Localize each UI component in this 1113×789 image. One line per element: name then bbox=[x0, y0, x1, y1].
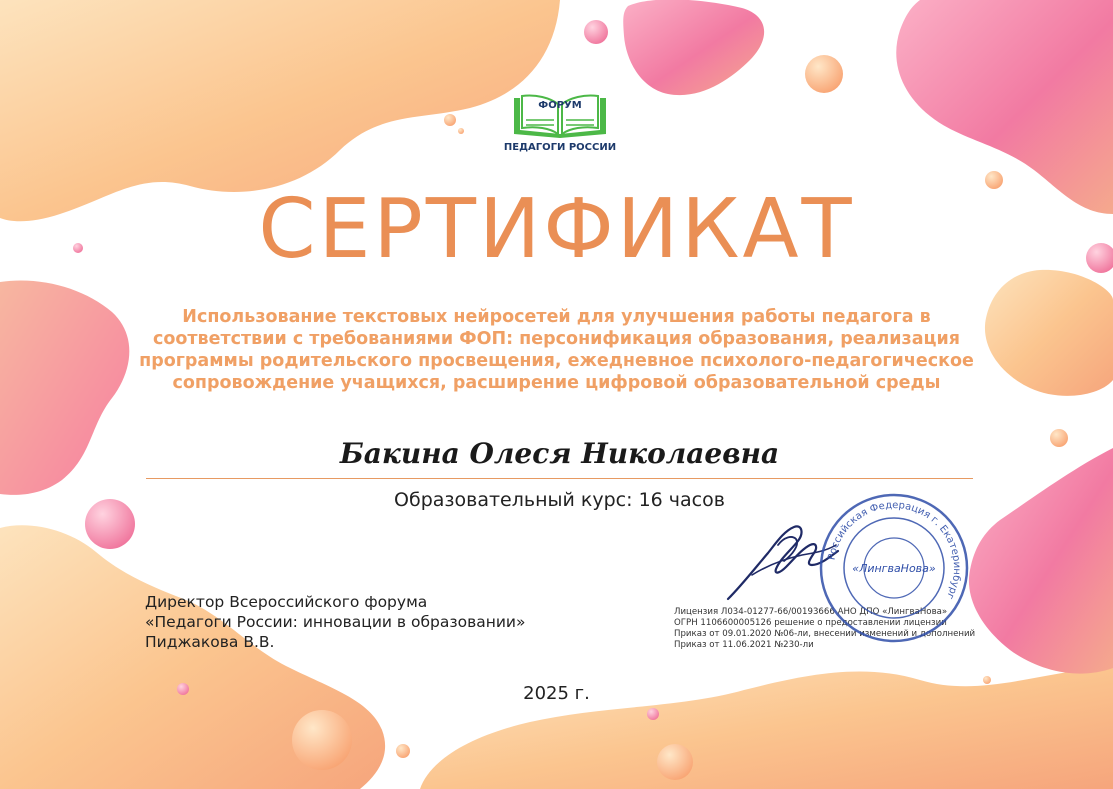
course-topic: Использование текстовых нейросетей для улучшения работы педагога в соответствии с требованиями ФОП: персонификация образования, реализация программы родительского просвещения, ежедневное психолого-педагогическое сопровождение учащихся, расширение цифровой образовательной среды bbox=[139, 307, 974, 393]
dot bbox=[292, 710, 352, 770]
dot bbox=[983, 676, 991, 684]
dot bbox=[985, 171, 1003, 189]
license-line: Лицензия Л034-01277-66/00193666 АНО ДПО «ЛингваНова» bbox=[674, 607, 948, 617]
blob-top-center bbox=[623, 0, 764, 95]
blob-bottom-right bbox=[969, 448, 1113, 674]
issue-year: 2025 г. bbox=[523, 683, 590, 704]
blob-left-middle bbox=[0, 280, 129, 494]
dot bbox=[458, 128, 464, 134]
name-underline bbox=[146, 478, 973, 479]
dot bbox=[1050, 429, 1068, 447]
stamp-outer-text: Российская Федерация г. Екатеринбург bbox=[826, 499, 963, 601]
official-stamp bbox=[818, 492, 970, 644]
dot bbox=[73, 243, 83, 253]
course-duration: Образовательный курс: 16 часов bbox=[394, 489, 725, 511]
stamp-center-text: «ЛингваНова» bbox=[852, 562, 936, 575]
dot bbox=[1086, 243, 1113, 273]
dot bbox=[584, 20, 608, 44]
dot bbox=[396, 744, 410, 758]
license-line: Приказ от 11.06.2021 №230-ли bbox=[674, 640, 814, 650]
dot bbox=[177, 683, 189, 695]
license-line: ОГРН 1106600005126 решение о предоставлении лицензии bbox=[674, 618, 947, 628]
forum-logo bbox=[500, 90, 620, 156]
dot bbox=[805, 55, 843, 93]
dot bbox=[647, 708, 659, 720]
certificate-title: СЕРТИФИКАТ bbox=[258, 182, 855, 277]
recipient-name: Бакина Олеся Николаевна bbox=[339, 437, 780, 470]
director-title: Директор Всероссийского форума bbox=[145, 593, 428, 611]
dot bbox=[444, 114, 456, 126]
blob-right-middle bbox=[985, 270, 1113, 396]
director-name: Пиджакова В.В. bbox=[145, 633, 275, 651]
dot bbox=[85, 499, 135, 549]
license-line: Приказ от 09.01.2020 №06-ли, внесении изменений и дополнений bbox=[674, 629, 976, 639]
director-forum-name: «Педагоги России: инновации в образовании» bbox=[145, 613, 526, 631]
logo-title: ФОРУМ bbox=[538, 100, 582, 111]
logo-subtitle: ПЕДАГОГИ РОССИИ bbox=[503, 142, 617, 153]
dot bbox=[657, 744, 693, 780]
